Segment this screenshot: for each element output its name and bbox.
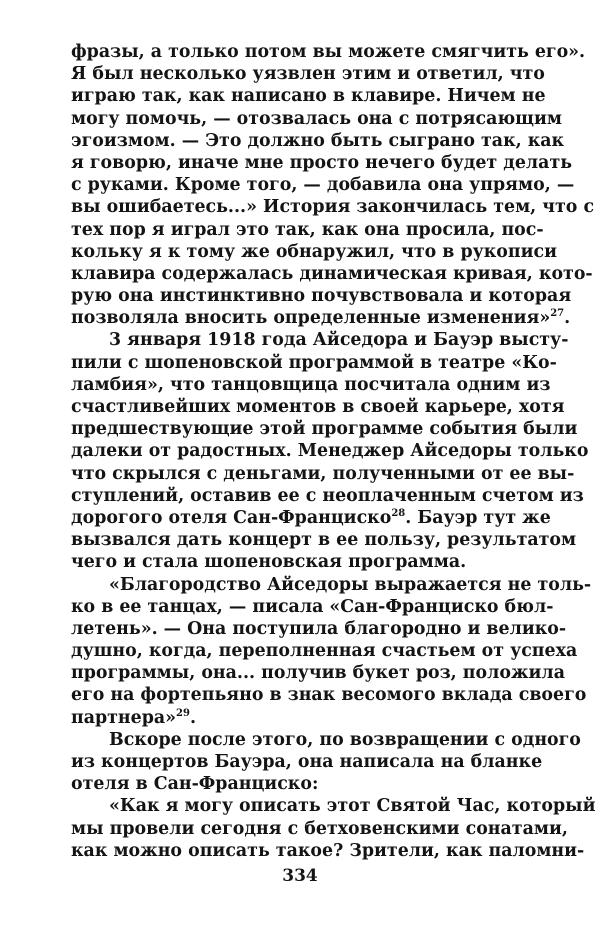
text-line: из концертов Бауэра, она написала на бланке <box>71 752 543 772</box>
text-fragment: позволяла вносить определенные изменения» <box>71 308 551 329</box>
text-line: его на фортепьяно в знак весомого вклада своего <box>71 685 587 706</box>
text-line: фразы, а только потом вы можете смягчить его». <box>71 42 586 62</box>
text-line <box>71 707 529 729</box>
text-line: с руками. Кроме того, — добавила она упрямо, — <box>71 175 575 196</box>
text-line: счастливейших моментов в своей карьере, хотя <box>71 397 565 417</box>
text-line: летень». — Она поступила благородно и велико- <box>71 618 567 639</box>
book-page-text <box>71 41 596 862</box>
text-line: «Благородство Айседоры выражается не толь- <box>109 574 592 595</box>
text-line: тех пор я играл это так, как она просила, пос- <box>71 219 544 240</box>
text-line: Вскоре после этого, по возвращении с одного <box>109 729 581 750</box>
footnote-marker: 28 <box>391 507 406 519</box>
text-fragment: дорогого отеля Сан-Франциско <box>71 507 392 528</box>
text-line: клавира содержалась динамическая кривая, кото- <box>71 263 593 284</box>
text-line: рую она инстинктивно почувствовала и которая <box>71 286 572 307</box>
paragraph-3 <box>71 574 592 729</box>
paragraph-5 <box>71 795 596 862</box>
text-line: ламбия», что танцовщица посчитала одним из <box>71 374 551 395</box>
text-line: предшествующие этой программе события были <box>71 419 578 440</box>
text-line: мы провели сегодня с бетховенскими сонатами, <box>71 818 568 839</box>
text-line: «Как я могу описать этот Святой Час, который <box>109 796 596 817</box>
paragraph-1 <box>71 41 595 329</box>
text-line: программы, она... получив букет роз, положила <box>71 663 565 684</box>
text-line: вызвался дать концерт в ее пользу, результатом <box>71 530 577 551</box>
footnote-marker: 29 <box>176 707 190 719</box>
text-line: душно, когда, переполненная счастьем от успеха <box>71 641 578 662</box>
text-line: Я был несколько уязвлен этим и ответил, что <box>71 64 545 85</box>
text-line: отеля в Сан-Франциско: <box>71 774 319 795</box>
text-line: эгоизмом. — Это должно быть сыграно так, как <box>71 130 565 151</box>
text-fragment: . <box>564 308 571 329</box>
text-line: далеки от радостных. Менеджер Айседоры только <box>71 441 589 462</box>
footnote-marker: 27 <box>550 308 565 320</box>
text-line: как можно описать такое? Зрители, как паломни- <box>71 840 585 861</box>
text-fragment: . Бауэр тут же <box>405 507 551 528</box>
page-number: 334 <box>282 866 318 886</box>
text-line <box>71 507 551 529</box>
text-line: могу помочь, — отозвалась она с потрясающим <box>71 108 562 129</box>
text-line: играю так, как написано в клавире. Ничем не <box>71 86 546 107</box>
paragraph-2 <box>71 329 589 573</box>
text-line: 3 января 1918 года Айседора и Бауэр высту- <box>109 330 569 351</box>
text-line: я говорю, иначе мне просто нечего будет делать <box>71 152 573 173</box>
text-fragment: партнера» <box>71 707 177 728</box>
text-fragment: . <box>189 707 197 728</box>
text-line: что скрылся с деньгами, полученными от ее вы- <box>71 463 575 484</box>
text-line: пили с шопеновской программой в театре «Ко- <box>71 352 557 373</box>
text-line: вы ошибаетесь...» История закончилась тем, что с <box>71 197 595 218</box>
text-line <box>71 307 571 329</box>
paragraph-4 <box>71 729 581 796</box>
text-line: ко в ее танцах, — писала «Сан-Франциско бюл- <box>71 596 554 617</box>
text-line: кольку я к тому же обнаружил, что в рукописи <box>71 241 558 262</box>
text-line: ступлений, оставив ее с неоплаченным счетом из <box>71 485 584 506</box>
text-line: чего и стала шопеновская программа. <box>71 552 467 573</box>
